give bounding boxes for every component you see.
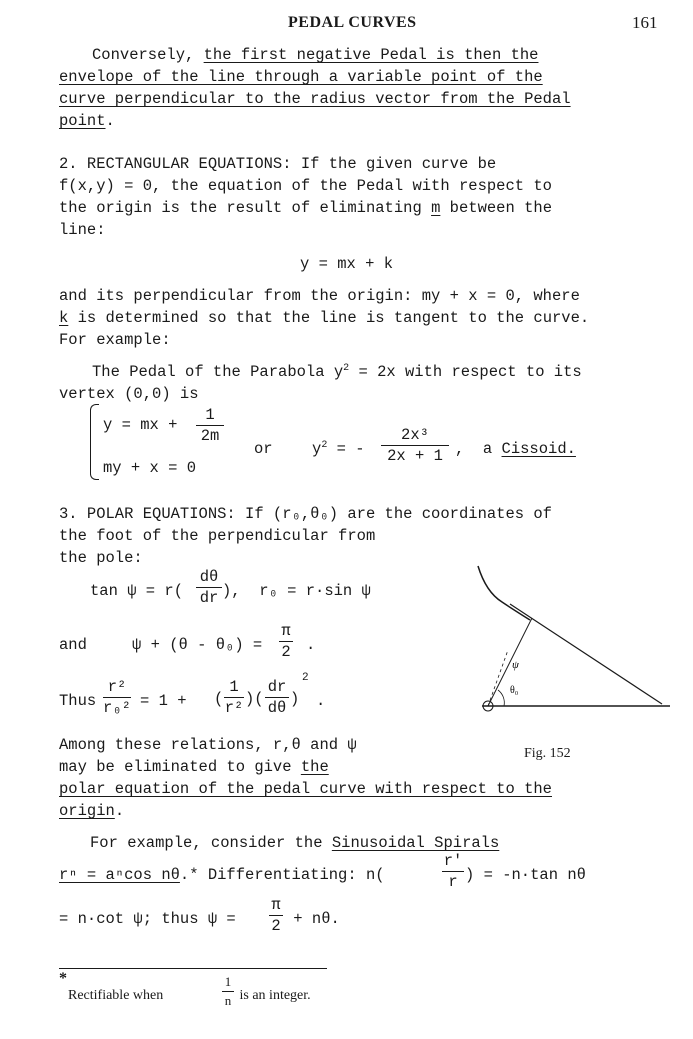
- fraction-bar: [442, 871, 464, 872]
- numerator: π: [281, 622, 291, 640]
- denominator: 2: [271, 917, 281, 935]
- fraction-dtheta-dr: [196, 568, 222, 607]
- result-lhs: [312, 440, 374, 458]
- footnote-star: *: [59, 970, 67, 987]
- section3-line4: Among these relations, r,θ and ψ: [59, 736, 357, 754]
- spiral-equation: rⁿ = aⁿcos nθ: [59, 866, 180, 884]
- paren-close: ): [290, 690, 300, 708]
- thus-end: .: [316, 692, 326, 710]
- para1-line2: envelope of the line through a variable point of the: [59, 68, 543, 86]
- fraction-bar: [103, 697, 131, 698]
- example-line2: vertex (0,0) is: [59, 385, 199, 403]
- psi-equation: ψ + (θ - θ₀) =: [132, 636, 272, 654]
- fraction-1-n: [222, 974, 234, 1009]
- section3-line2: the foot of the perpendicular from: [59, 527, 376, 545]
- fraction-bar: [265, 697, 289, 698]
- numerator: 1: [224, 974, 232, 989]
- page-number: 161: [632, 13, 658, 32]
- numerator: r': [443, 852, 463, 870]
- section2-line7: For example:: [59, 331, 171, 349]
- psi-label: ψ: [512, 659, 519, 671]
- perpendicular: [488, 650, 508, 706]
- result-tail: [455, 440, 576, 458]
- section2-line1: 2. RECTANGULAR EQUATIONS: If the given curve be: [59, 155, 497, 173]
- variable-k: k: [59, 309, 69, 327]
- fraction-bar: [269, 915, 283, 916]
- footnote-text-b: is an integer.: [236, 988, 311, 1003]
- and-text: and: [59, 636, 87, 654]
- fraction-cissoid: [381, 426, 449, 465]
- denominator: 2x + 1: [387, 447, 443, 465]
- section3-line7: [59, 802, 124, 820]
- fraction-bar: [381, 445, 449, 446]
- underlined-text: the first negative Pedal is then the: [203, 46, 539, 64]
- left-brace: [90, 404, 99, 480]
- denominator: 2: [281, 643, 291, 661]
- example2-line2-tail: ) = -n·tan nθ: [465, 866, 586, 884]
- text-span: the origin is the result of eliminating: [59, 199, 432, 217]
- fraction-bar: [196, 587, 222, 588]
- text-span: .* Differentiating: n(: [179, 866, 385, 884]
- superscript: 2: [343, 362, 350, 374]
- fraction-bar: [224, 697, 244, 698]
- section3-line3: the pole:: [59, 549, 143, 567]
- para1-line3: curve perpendicular to the radius vector from the Pedal: [59, 90, 571, 108]
- fraction-rprime-r: [442, 852, 464, 891]
- figure-caption: Fig. 152: [524, 746, 571, 761]
- numerator: 1: [229, 678, 239, 696]
- para1-line4: [59, 112, 115, 130]
- angle-arc: [498, 690, 504, 706]
- example2-line2: [59, 866, 385, 884]
- example-line1: [92, 363, 582, 381]
- fraction-bar: [196, 425, 224, 426]
- text-span: = -: [327, 440, 374, 458]
- text-span: .: [114, 802, 125, 820]
- sinusoidal-spirals: Sinusoidal Spirals: [331, 834, 500, 852]
- denominator: r²: [224, 699, 244, 717]
- denominator: r: [448, 873, 458, 891]
- system-eq2: my + x = 0: [103, 459, 197, 477]
- section3-line6: polar equation of the pedal curve with respect to the: [59, 780, 552, 798]
- section3-line1: 3. POLAR EQUATIONS: If (r₀,θ₀) are the coordinates of: [59, 505, 552, 523]
- pedal-figure: [470, 562, 678, 722]
- example2-line3-tail: + nθ.: [284, 910, 340, 928]
- underlined-text: point: [59, 112, 106, 130]
- paren-open: (: [214, 690, 224, 708]
- section2-line4: line:: [59, 221, 106, 239]
- numerator: π: [271, 896, 281, 914]
- denominator: dθ: [267, 699, 287, 717]
- running-header: PEDAL CURVES: [288, 14, 417, 31]
- denominator: n: [224, 993, 232, 1008]
- example2-line1: [90, 834, 499, 852]
- denominator: r₀²: [103, 699, 131, 717]
- paren-close-open: )(: [245, 690, 264, 708]
- section3-line5: [59, 758, 329, 776]
- fraction-pi-2-b: [269, 896, 283, 935]
- denominator: dr: [199, 589, 219, 607]
- superscript: 2: [321, 439, 328, 451]
- text-span: y: [312, 440, 322, 458]
- text-span: The Pedal of the Parabola y: [92, 363, 344, 381]
- theta0-label: θ₀: [510, 685, 519, 696]
- psi-end: .: [306, 636, 316, 654]
- section2-line6: [59, 309, 589, 327]
- text-span: is determined so that the line is tangent to the curve.: [68, 309, 590, 327]
- para1-line1: [92, 46, 538, 64]
- text-span: , a: [455, 440, 502, 458]
- text-span: = 2x with respect to its: [349, 363, 582, 381]
- underlined-text: the: [300, 758, 329, 776]
- numerator: r²: [107, 678, 127, 696]
- tangent-line: [510, 604, 662, 704]
- tan-equation-a: tan ψ = r(: [90, 582, 184, 600]
- fraction-dr-dtheta: [265, 678, 289, 717]
- system-eq1: y = mx +: [103, 416, 187, 434]
- fraction-1-over-2m: [196, 406, 224, 445]
- section2-line2: f(x,y) = 0, the equation of the Pedal with respect to: [59, 177, 552, 195]
- numerator: 1: [205, 406, 215, 424]
- numerator: 2x³: [401, 426, 429, 444]
- variable-m: m: [431, 199, 441, 217]
- cissoid-term: Cissoid.: [501, 440, 576, 458]
- section2-line5: and its perpendicular from the origin: my + x = 0, where: [59, 287, 580, 305]
- thus-equals: = 1 +: [140, 692, 196, 710]
- fraction-1-r2: [224, 678, 244, 717]
- text-span: .: [105, 112, 115, 130]
- fraction-bar: [222, 991, 234, 992]
- footnote-text-a: Rectifiable when: [68, 988, 167, 1003]
- example2-line3: = n·cot ψ; thus ψ =: [59, 910, 246, 928]
- text-span: Conversely,: [92, 46, 204, 64]
- fraction-bar: [279, 641, 293, 642]
- numerator: dθ: [199, 568, 219, 586]
- fraction-r2-r02: [103, 678, 131, 717]
- footnote-rule: [59, 968, 327, 969]
- section2-line3: [59, 199, 552, 217]
- text-span: For example, consider the: [90, 834, 332, 852]
- line-equation: y = mx + k: [300, 255, 394, 273]
- fraction-pi-2: [279, 622, 293, 661]
- thus-text: Thus: [59, 692, 97, 710]
- square-exponent: 2: [302, 672, 309, 684]
- tan-equation-b: ), r₀ = r·sin ψ: [222, 582, 371, 600]
- text-span: between the: [440, 199, 552, 217]
- denominator: 2m: [200, 427, 220, 445]
- text-span: may be eliminated to give: [59, 758, 301, 776]
- numerator: dr: [267, 678, 287, 696]
- or-text: or: [254, 440, 273, 458]
- underlined-text: origin: [59, 802, 115, 820]
